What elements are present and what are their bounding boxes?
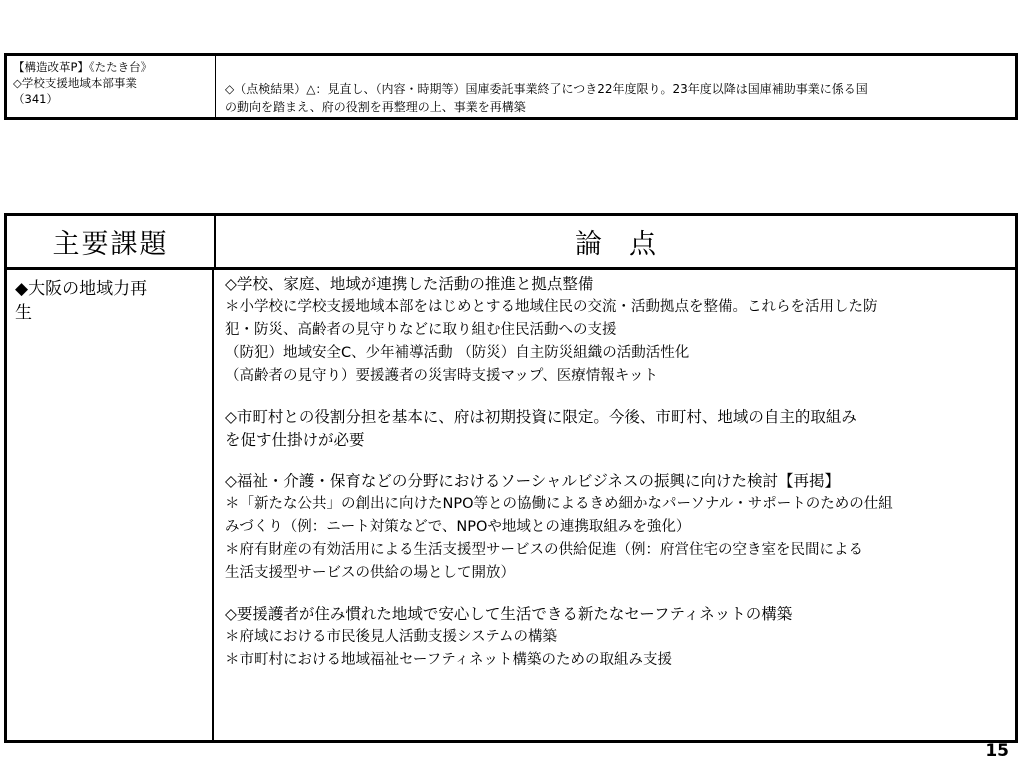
- point-line: ＊市町村における地域福祉セーフティネット構築のための取組み支援: [225, 652, 673, 668]
- table-header-row: [7, 216, 1015, 270]
- main-issue-line: ◆大阪の地域力再: [15, 279, 148, 299]
- point-line: （高齢者の見守り）要援護者の災害時支援マップ、医療情報キット: [225, 368, 658, 384]
- point-section: [225, 273, 1007, 388]
- point-line: みづくり（例：ニート対策などで、NPOや地域との連携取組みを強化）: [225, 519, 691, 535]
- point-line: ＊「新たな公共」の創出に向けたNPO等との協働によるきめ細かなパーソナル・サポートのための仕組: [225, 496, 893, 512]
- point-line: （防犯）地域安全C、少年補導活動 （防災）自主防災組織の活動活性化: [225, 345, 690, 361]
- point-line: ＊府有財産の有効活用による生活支援型サービスの供給促進（例：府営住宅の空き室を民間による: [225, 542, 863, 558]
- summary-project-line: ◇学校支援地域本部事業: [13, 76, 137, 90]
- summary-project-cell: [7, 56, 216, 117]
- summary-project-line: 【構造改革P】《たたき台》: [13, 60, 153, 74]
- point-line: 生活支援型サービスの供給の場として開放）: [225, 565, 515, 581]
- point-section: [225, 603, 1007, 672]
- summary-project-line: （341）: [13, 92, 58, 106]
- point-heading: ◇市町村との役割分担を基本に、府は初期投資に限定。今後、市町村、地域の自主的取組み: [225, 408, 857, 426]
- point-line: 犯・防災、高齢者の見守りなどに取り組む住民活動への支援: [225, 322, 617, 338]
- summary-result-line: ◇（点検結果）△：見直し、（内容・時期等）国庫委託事業終了につき22年度限り。23年度以降は国庫補助事業に係る国: [225, 82, 868, 96]
- points-cell: [214, 270, 1015, 740]
- point-heading: ◇福祉・介護・保育などの分野におけるソーシャルビジネスの振興に向けた検討【再掲】: [225, 472, 841, 490]
- header-points: 論 点: [575, 229, 656, 260]
- table-body-row: [7, 270, 1015, 740]
- summary-box: [4, 53, 1018, 120]
- point-heading: を促す仕掛けが必要: [225, 431, 365, 449]
- header-main-issue: 主要課題: [7, 216, 216, 267]
- point-heading: ◇学校、家庭、地域が連携した活動の推進と拠点整備: [225, 275, 594, 293]
- issues-table: [4, 213, 1018, 743]
- point-section: [225, 470, 1007, 585]
- point-heading: ◇要援護者が住み慣れた地域で安心して生活できる新たなセーフティネットの構築: [225, 605, 793, 623]
- point-section: [225, 406, 1007, 452]
- main-issue-line: 生: [15, 303, 32, 323]
- point-line: ＊府域における市民後見人活動支援システムの構築: [225, 629, 558, 645]
- summary-result-line: の動向を踏まえ、府の役割を再整理の上、事業を再構築: [225, 100, 526, 114]
- page-number: 15: [985, 741, 1009, 761]
- summary-result-cell: [216, 56, 1015, 117]
- main-issue-cell: [7, 270, 214, 740]
- point-line: ＊小学校に学校支援地域本部をはじめとする地域住民の交流・活動拠点を整備。これらを活用した防: [225, 299, 878, 315]
